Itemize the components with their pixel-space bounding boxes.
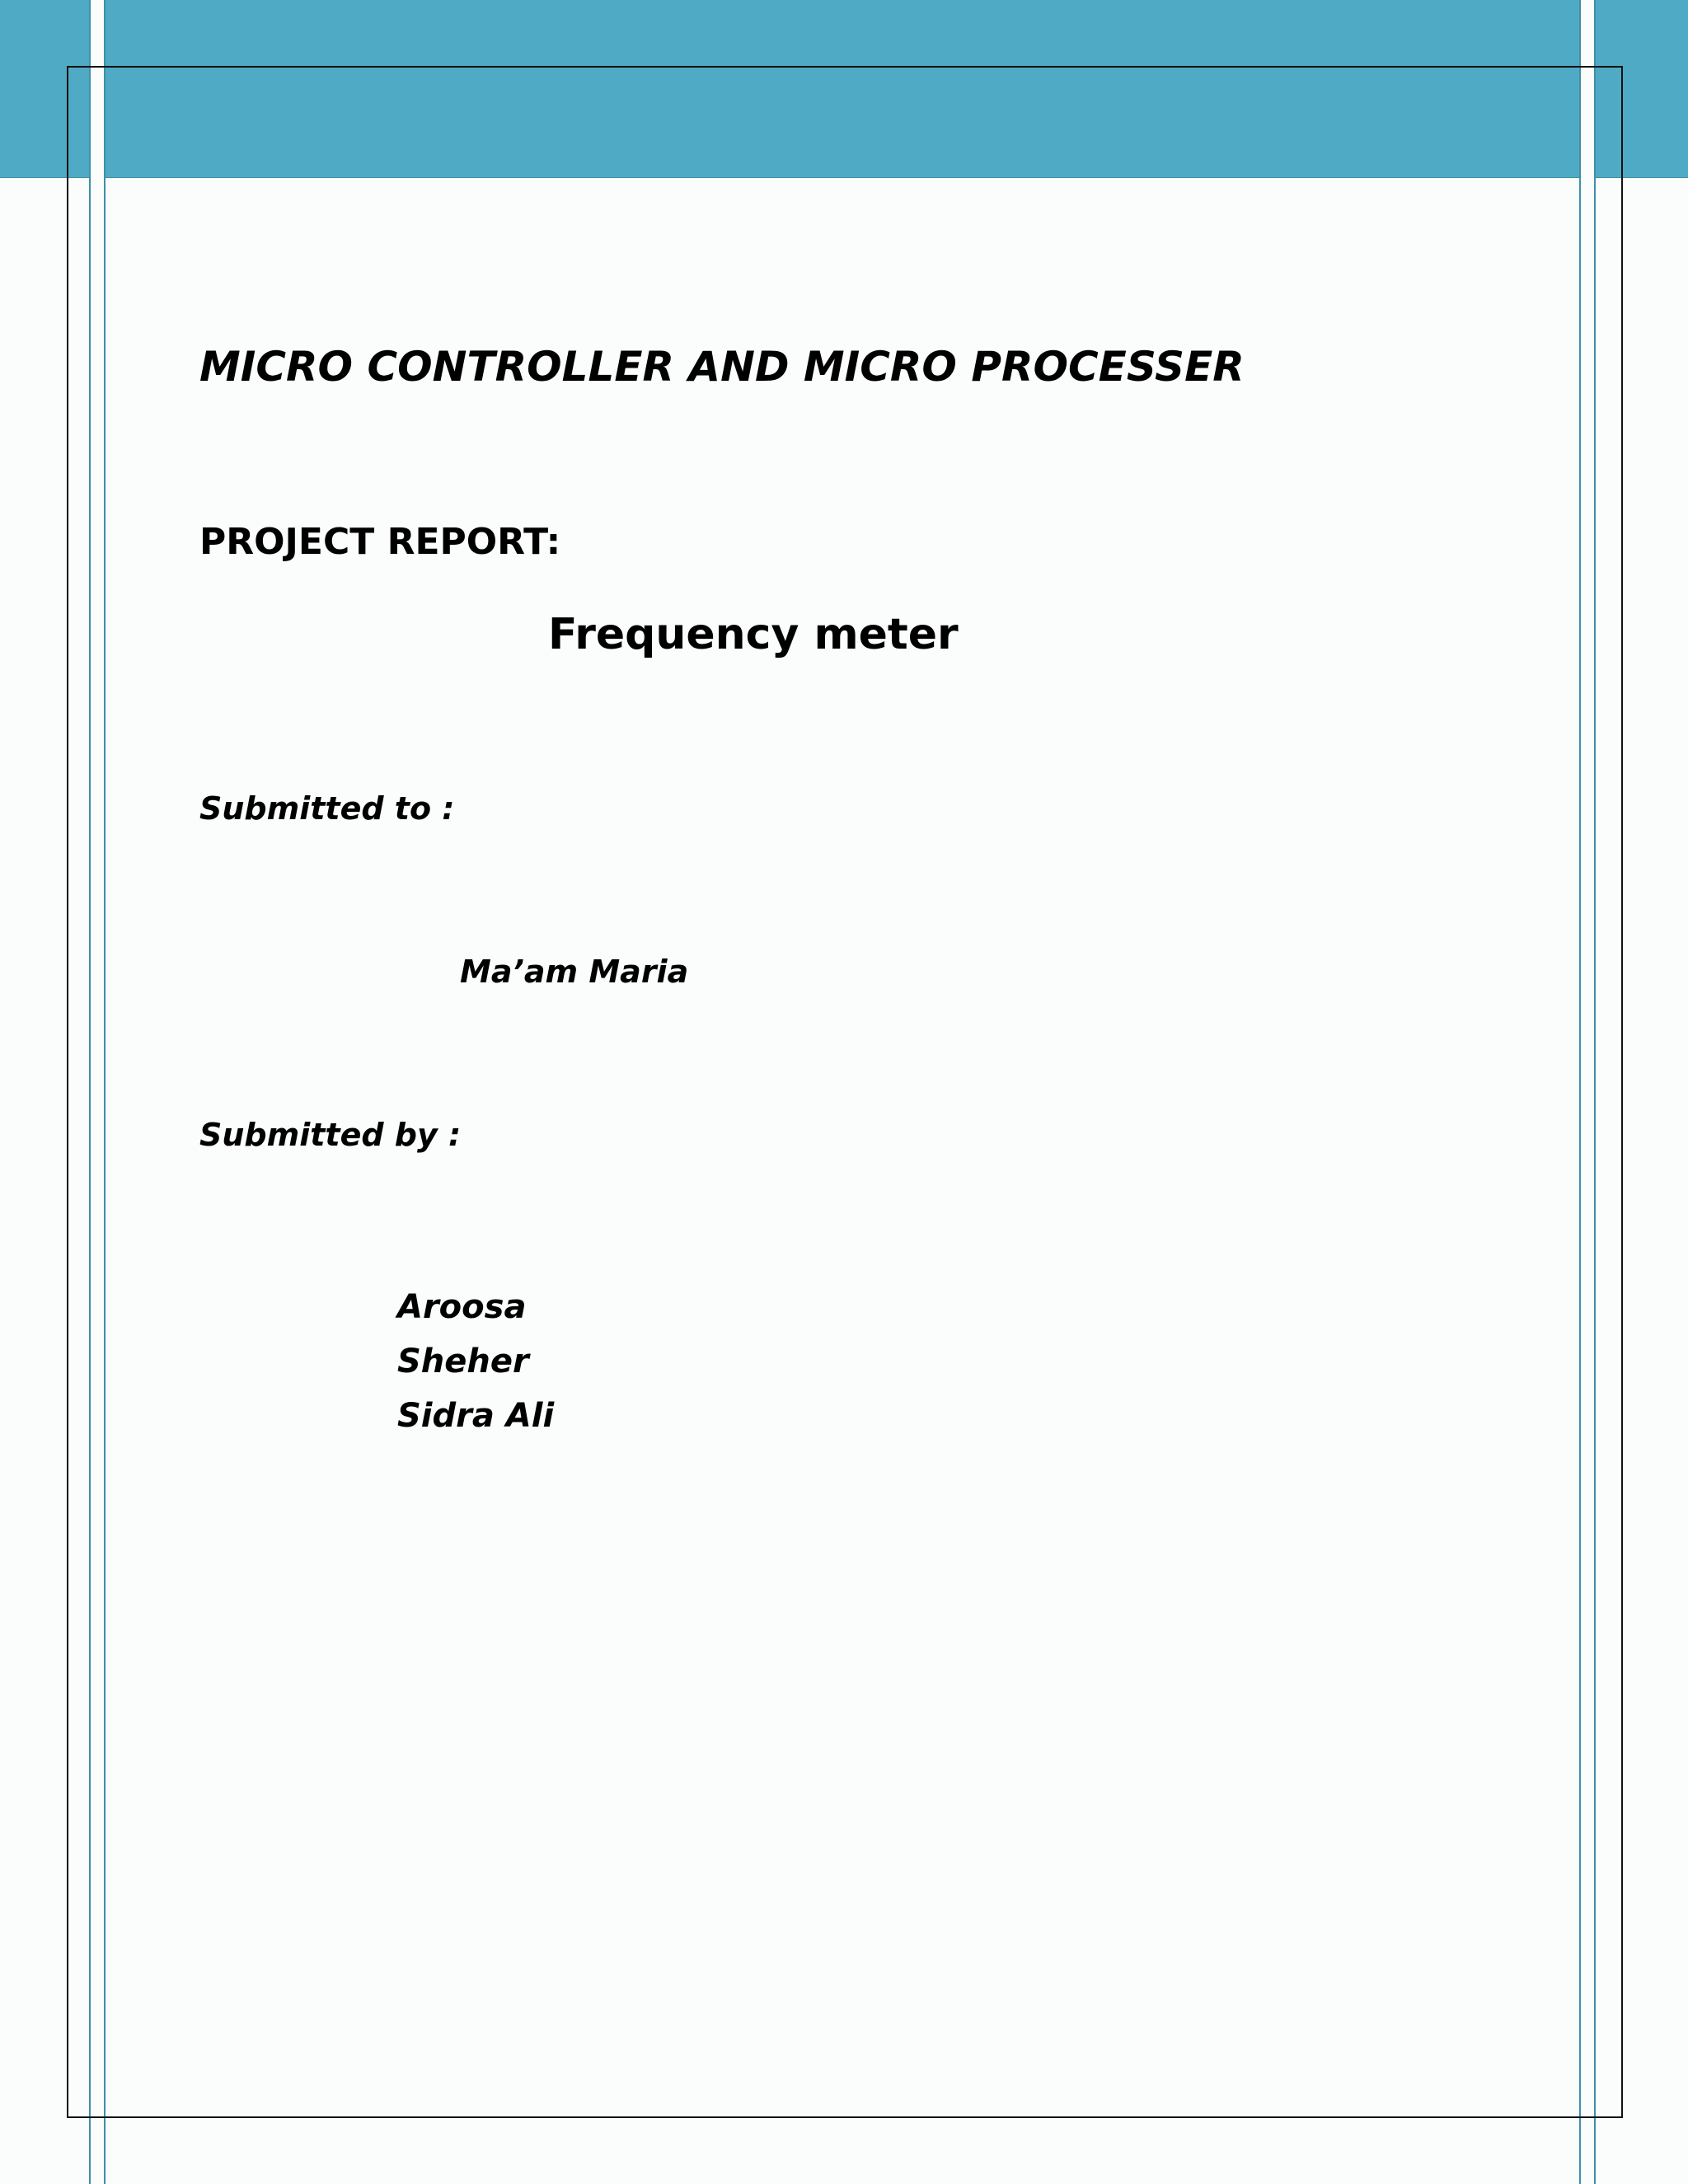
supervisor-name: Ma’am Maria bbox=[460, 954, 689, 990]
student-list bbox=[397, 1280, 554, 1443]
student-name: Sidra Ali bbox=[397, 1397, 555, 1435]
report-label: PROJECT REPORT: bbox=[199, 521, 561, 563]
course-title: MICRO CONTROLLER AND MICRO PROCESSER bbox=[199, 343, 1245, 391]
header-band bbox=[0, 0, 1688, 178]
student-name: Sheher bbox=[397, 1343, 529, 1380]
student-name: Aroosa bbox=[397, 1288, 527, 1326]
project-name: Frequency meter bbox=[548, 610, 959, 659]
right-accent-lines bbox=[1579, 0, 1596, 2184]
left-accent-lines bbox=[89, 0, 106, 2184]
submitted-by-label: Submitted by : bbox=[199, 1117, 462, 1153]
submitted-to-label: Submitted to : bbox=[199, 790, 455, 827]
